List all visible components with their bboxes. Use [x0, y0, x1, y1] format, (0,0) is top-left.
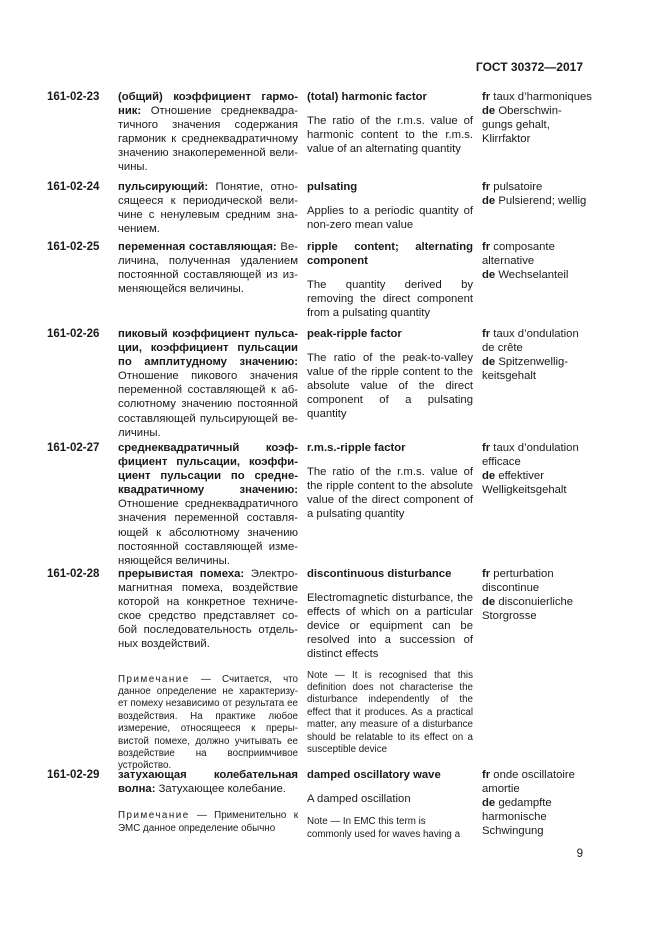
ru-note-text: — Применительно к ЭМС данное определение обычно [118, 810, 298, 834]
de-label: de [482, 797, 496, 810]
ru-definition [118, 768, 298, 835]
de-text: Oberschwin-gungs gehalt, Klirrfaktor [482, 105, 562, 146]
ru-def-text: Отношение пикового значения переменной составляющей к аб-солютному значению постоянной составляющей пульсирующей ве-личины. [118, 370, 298, 439]
fr-text: composante alternative [482, 241, 555, 268]
ru-definition [118, 240, 298, 296]
en-definition [307, 180, 473, 232]
de-label: de [482, 356, 496, 369]
term-number: 161-02-25 [47, 241, 100, 253]
ru-def-text: Ве-личина, полученная удалением постоянной составляющей из из-меняющейся величины. [118, 241, 298, 296]
en-def-text: Electromagnetic disturbance, the effects of which on a particular device or equipment can be resolved into a succession of distinct effects [307, 592, 473, 661]
other-languages [482, 90, 592, 146]
ru-definition [118, 180, 298, 236]
other-languages [482, 567, 592, 623]
en-def-text: The ratio of the r.m.s. value of harmonic content to the r.m.s. value of an alternating quantity [307, 115, 473, 156]
other-languages [482, 180, 592, 208]
en-term: peak-ripple factor [307, 328, 402, 340]
en-def-text: The ratio of the r.m.s. value of the ripple content to the absolute value of the direct component of a pulsating quantity [307, 466, 473, 521]
en-def-text: Applies to a periodic quantity of non-zero mean value [307, 205, 473, 232]
ru-term: пульсирующий: [118, 181, 209, 193]
fr-text: taux d’harmoniques [490, 91, 592, 103]
fr-label: fr [482, 568, 491, 580]
ru-def-text: Затухающее колебание. [155, 783, 286, 796]
en-term: pulsating [307, 181, 358, 193]
en-def-text: The quantity derived by removing the direct component from a pulsating quantity [307, 279, 473, 320]
fr-text: onde oscillatoire amortie [482, 769, 575, 796]
ru-definition [118, 327, 298, 440]
en-def-text: A damped oscillation [307, 793, 411, 806]
fr-text: taux d’ondulation de crête [482, 328, 579, 355]
fr-text: perturbation discontinue [482, 568, 554, 595]
en-definition [307, 567, 473, 756]
ru-term: среднеквадратичный коэф-фициент пульсации, коэффи-циент пульсации по средне-квадратичному значению: [118, 442, 298, 497]
term-number: 161-02-26 [47, 328, 100, 340]
en-definition [307, 768, 473, 841]
en-term: ripple content; alternating component [307, 241, 473, 268]
fr-text: pulsatoire [490, 181, 543, 193]
ru-term: затухающая колебательная волна: [118, 769, 298, 796]
term-number: 161-02-23 [47, 91, 100, 103]
en-term: damped oscillatory wave [307, 769, 441, 781]
ru-term: прерывистая помеха: [118, 568, 245, 580]
term-number: 161-02-28 [47, 568, 100, 580]
ru-note-label: Примечание [118, 673, 190, 685]
ru-def-text: Понятие, отно-сящееся к периодической вели-чине с ненулевым средним зна-чением. [118, 181, 298, 236]
ru-def-text: Отношение среднеквадра-тичного значения содержания гармоник к среднеквадратичному значению знакопеременной вели-чины. [118, 105, 298, 174]
ru-note [118, 810, 298, 835]
ru-term: переменная составляющая: [118, 241, 277, 253]
other-languages [482, 768, 592, 838]
en-term: discontinuous disturbance [307, 568, 452, 580]
page-number: 9 [576, 848, 583, 860]
de-label: de [482, 195, 496, 208]
fr-label: fr [482, 241, 491, 253]
de-text: Spitzenwellig-keitsgehalt [482, 356, 569, 383]
en-definition [307, 240, 473, 320]
standard-header: ГОСТ 30372—2017 [475, 60, 583, 74]
en-definition [307, 327, 473, 422]
en-definition [307, 441, 473, 521]
en-note: Note — It is recognised that this definition does not characterise the disturbance independently of the effect that it produces. As a practical matter, any measure of a disturbance should be relatable to its effect on a susceptible device [307, 669, 473, 755]
de-text: effektiver Welligkeitsgehalt [482, 470, 567, 497]
de-label: de [482, 269, 496, 282]
other-languages [482, 240, 592, 282]
ru-note-label: Примечание [118, 810, 190, 822]
en-note: Note — In EMC this term is commonly used for waves having a [307, 816, 461, 840]
en-term: r.m.s.-ripple factor [307, 442, 406, 454]
fr-label: fr [482, 442, 491, 454]
de-label: de [482, 470, 496, 483]
de-text: Wechselanteil [495, 269, 569, 282]
fr-label: fr [482, 91, 491, 103]
fr-label: fr [482, 328, 491, 340]
fr-label: fr [482, 181, 491, 193]
ru-note-text: — Считается, что данное определение не характеризу-ет помеху независимо от результата ее воздействия. На практике любое измерение, относящееся к преры-вистой помехе, должно учитывать ее воздействие на восприимчивое устройство. [118, 673, 298, 772]
de-text: gedampfte harmonische Schwingung [482, 797, 552, 838]
ru-definition [118, 90, 298, 175]
de-label: de [482, 596, 496, 609]
en-def-text: The ratio of the peak-to-valley value of the ripple content to the absolute value of the direct component of a pulsating quantity [307, 352, 473, 421]
en-term: (total) harmonic factor [307, 91, 427, 103]
term-number: 161-02-24 [47, 181, 100, 193]
term-number: 161-02-27 [47, 442, 100, 454]
ru-term: пиковый коэффициент пульса-ции, коэффициент пульсации по амплитудному значению: [118, 328, 298, 369]
other-languages [482, 327, 592, 383]
other-languages [482, 441, 592, 497]
de-text: Pulsierend; wellig [495, 195, 587, 208]
en-definition [307, 90, 473, 156]
de-label: de [482, 105, 496, 118]
ru-note [118, 674, 298, 773]
de-text: disconuierliche Storgrosse [482, 596, 574, 623]
fr-text: taux d’ondulation efficace [482, 442, 579, 469]
term-number: 161-02-29 [47, 769, 100, 781]
ru-def-text: Электро-магнитная помеха, воздействие которой на конкретное техниче-ское средство представляет со-бой последовательность отдель-ных воздействий. [118, 568, 298, 651]
ru-term: (общий) коэффициент гармо-ник: [118, 91, 298, 118]
ru-definition [118, 567, 298, 773]
fr-label: fr [482, 769, 491, 781]
ru-def-text: Отношение среднеквадратичного значения переменной составля-ющей к абсолютному значению постоянной составляющей изме-няющейся величины. [118, 498, 298, 567]
ru-definition [118, 441, 298, 568]
